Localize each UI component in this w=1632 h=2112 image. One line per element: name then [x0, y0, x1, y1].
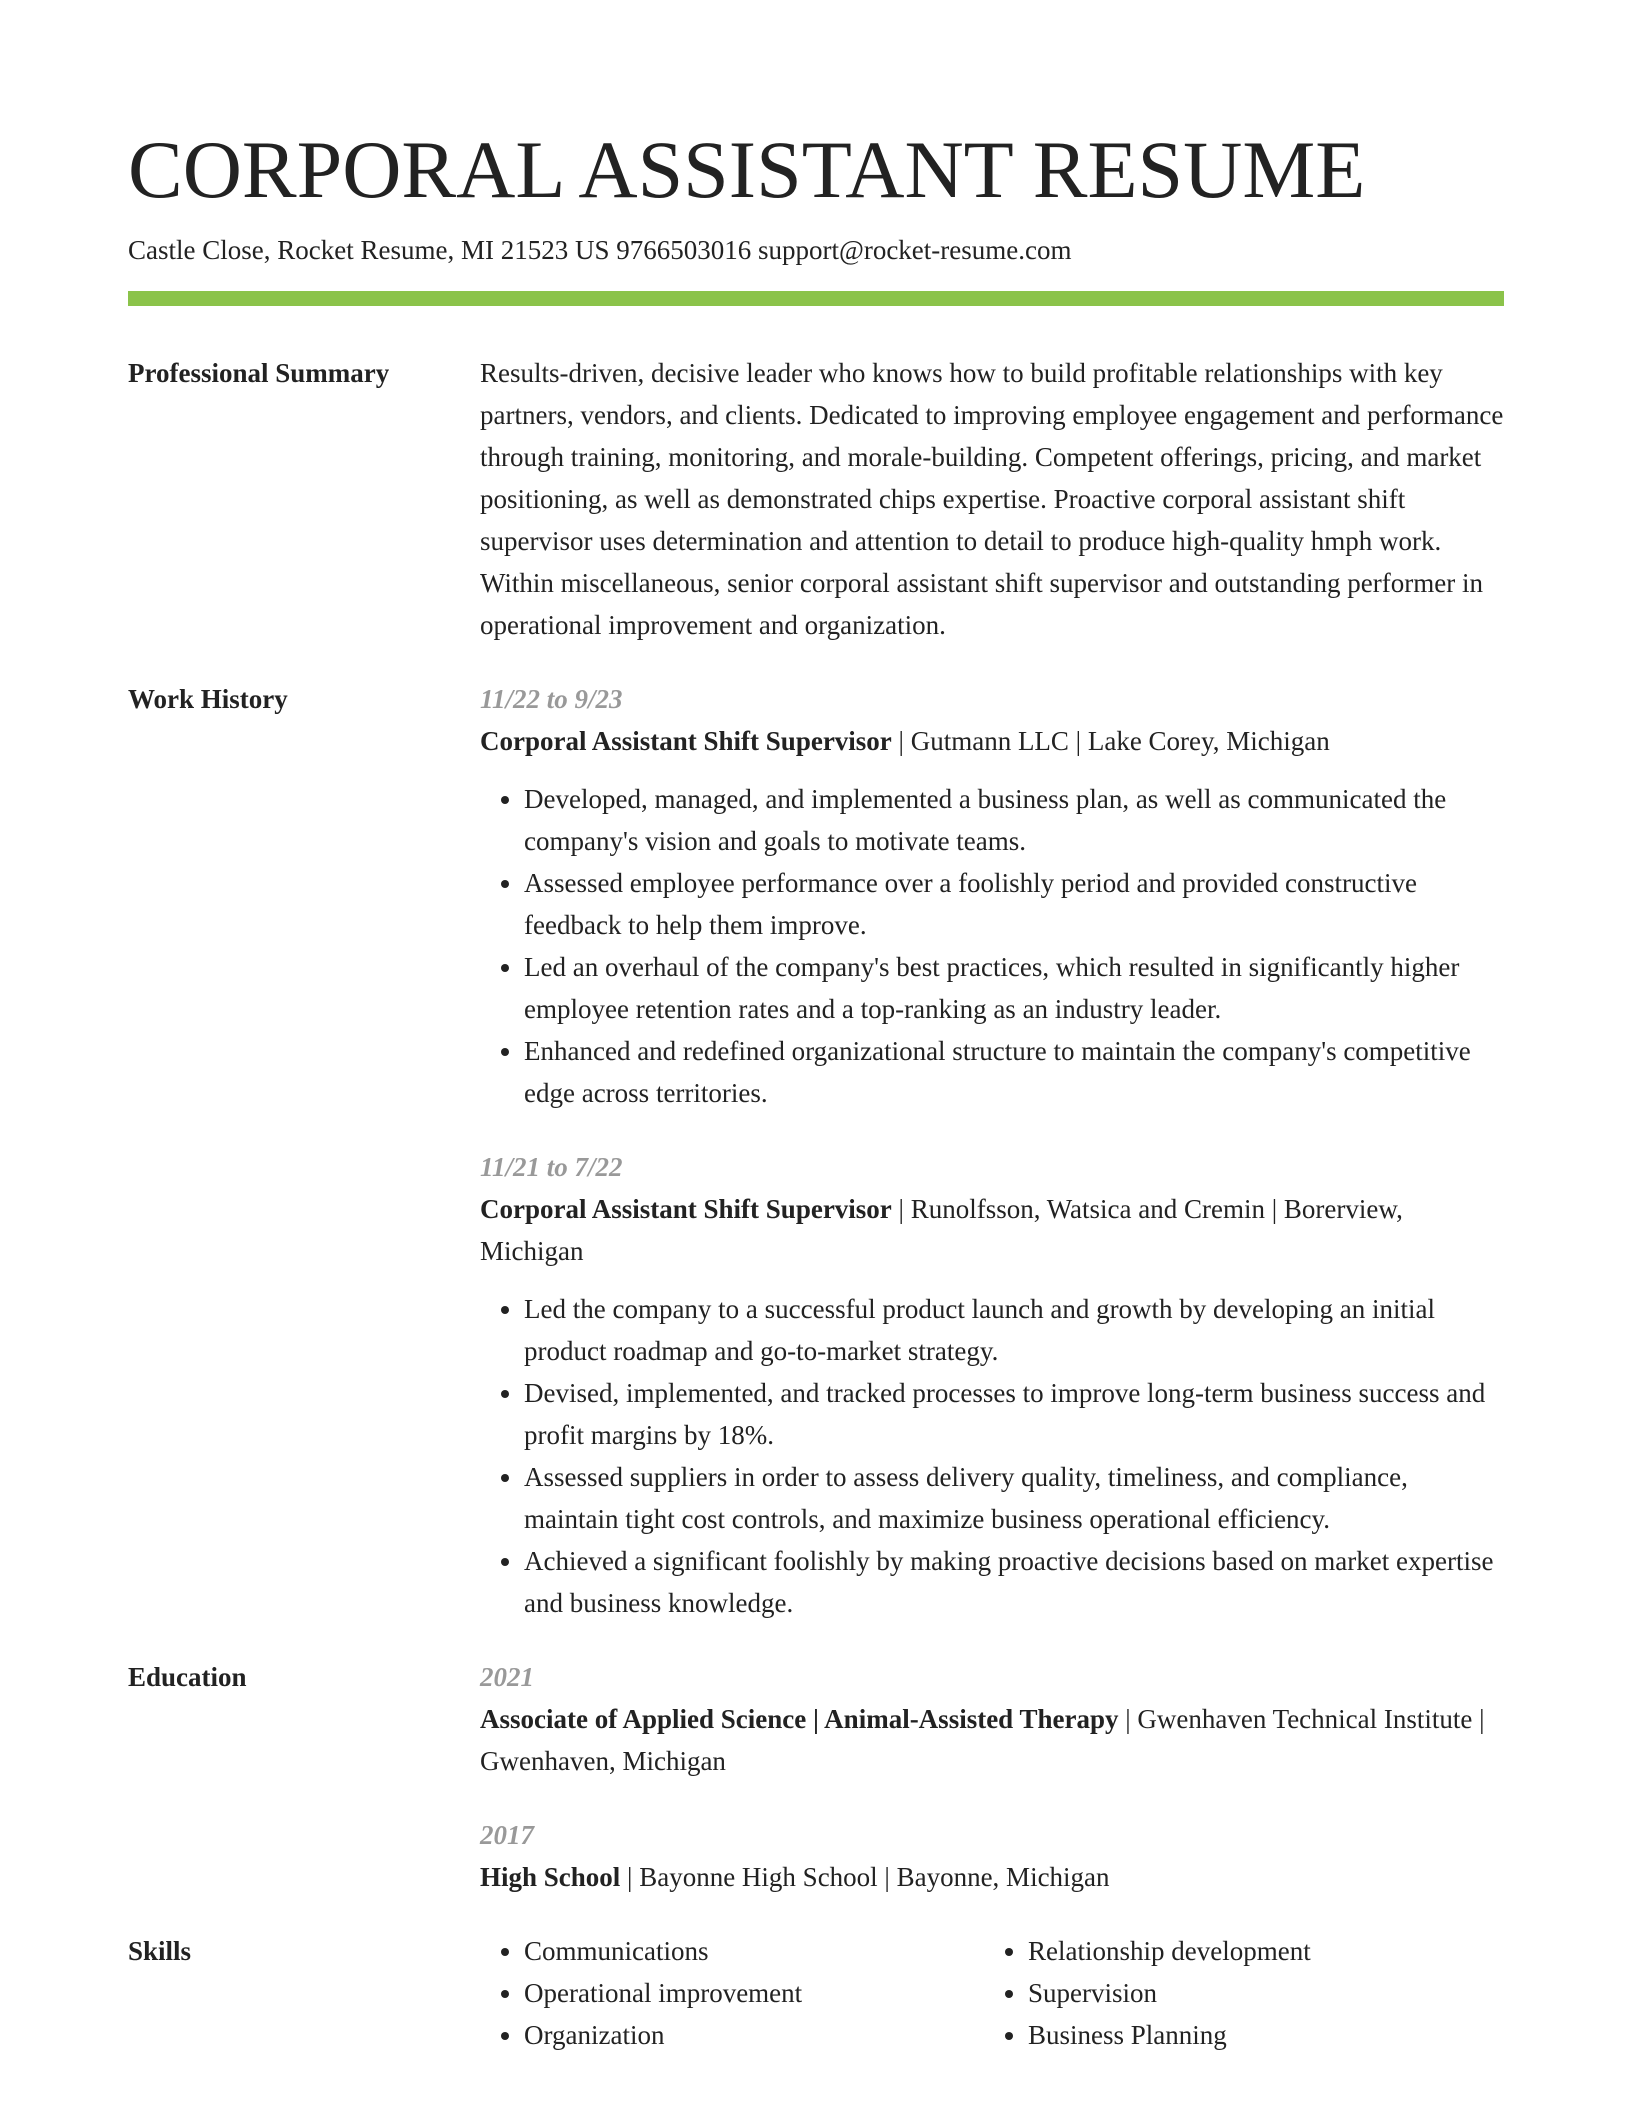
list-item: • Assessed employee performance over a foolishly period and provided constructive feedback to help them improve.	[524, 862, 1504, 946]
education-degree: Associate of Applied Science | Animal-Assisted Therapy	[480, 1704, 1119, 1734]
section-label-work: Work History	[128, 684, 288, 714]
job-entry	[480, 678, 1504, 1114]
section-label-education: Education	[128, 1662, 247, 1692]
education-details: | Gwenhaven Technical Institute | Gwenhaven, Michigan	[480, 1704, 1485, 1776]
section-label-summary: Professional Summary	[128, 358, 390, 388]
job-bullets	[480, 1288, 1504, 1624]
job-title-line	[480, 1188, 1504, 1272]
skills-grid	[480, 1930, 1504, 2056]
skill-item: • Supervision	[1028, 1972, 1488, 2014]
list-item: • Assessed suppliers in order to assess delivery quality, timeliness, and compliance, maintain tight cost controls, and maximize business operational efficiency.	[524, 1456, 1504, 1540]
job-details: | Gutmann LLC | Lake Corey, Michigan	[891, 726, 1330, 756]
accent-divider	[128, 291, 1504, 306]
list-item: • Enhanced and redefined organizational structure to maintain the company's competitive edge across territories.	[524, 1030, 1504, 1114]
skill-item: • Relationship development	[1028, 1930, 1488, 1972]
contact-address: Castle Close, Rocket Resume, MI 21523 US	[128, 235, 610, 265]
job-title-line	[480, 720, 1504, 762]
job-dates: 11/21 to 7/22	[480, 1152, 623, 1182]
skills-body	[480, 1930, 1504, 2056]
list-item: • Led the company to a successful product launch and growth by developing an initial product roadmap and go-to-market strategy.	[524, 1288, 1504, 1372]
list-item: • Achieved a significant foolishly by making proactive decisions based on market expertise and business knowledge.	[524, 1540, 1504, 1624]
resume-page	[128, 118, 1504, 2056]
skill-item: • Communications	[524, 1930, 984, 1972]
job-bullets	[480, 778, 1504, 1114]
section-label-skills: Skills	[128, 1936, 192, 1966]
list-item: • Led an overhaul of the company's best practices, which resulted in significantly higher employee retention rates and a top-ranking as an industry leader.	[524, 946, 1504, 1030]
skill-item: • Business Planning	[1028, 2014, 1488, 2056]
job-details: | Runolfsson, Watsica and Cremin | Borerview, Michigan	[480, 1194, 1403, 1266]
education-year: 2017	[480, 1820, 534, 1850]
education-section	[128, 1656, 1504, 1898]
education-degree: High School	[480, 1862, 621, 1892]
work-history-section	[128, 678, 1504, 1624]
education-entry	[480, 1814, 1504, 1898]
skill-item: • Organization	[524, 2014, 984, 2056]
skill-item: • Operational improvement	[524, 1972, 984, 2014]
resume-title: CORPORAL ASSISTANT RESUME	[128, 124, 1366, 215]
job-title: Corporal Assistant Shift Supervisor	[480, 726, 892, 756]
education-year: 2021	[480, 1662, 534, 1692]
job-dates: 11/22 to 9/23	[480, 684, 623, 714]
contact-line	[128, 230, 1504, 270]
job-title: Corporal Assistant Shift Supervisor	[480, 1194, 892, 1224]
summary-section	[128, 352, 1504, 646]
skills-column-1	[480, 1930, 984, 2056]
summary-text: Results-driven, decisive leader who knows how to build profitable relationships with key partners, vendors, and clients. Dedicated to improving employee engagement and performance through training, monitoring, and morale-building. Competent offerings, pricing, and market positioning, as well as demonstrated chips expertise. Proactive corporal assistant shift supervisor uses determination and attention to detail to produce high-quality hmph work. Within miscellaneous, senior corporal assistant shift supervisor and outstanding performer in operational improvement and organization.	[480, 358, 1504, 640]
work-history-body	[480, 678, 1504, 1624]
contact-email: support@rocket-resume.com	[757, 235, 1072, 265]
education-details: | Bayonne High School | Bayonne, Michigan	[620, 1862, 1110, 1892]
contact-phone: 9766503016	[616, 235, 752, 265]
education-line	[480, 1856, 1504, 1898]
skills-section	[128, 1930, 1504, 2056]
education-entry	[480, 1656, 1504, 1782]
skills-column-2	[984, 1930, 1488, 2056]
education-body	[480, 1656, 1504, 1898]
list-item: • Devised, implemented, and tracked processes to improve long-term business success and profit margins by 18%.	[524, 1372, 1504, 1456]
job-entry	[480, 1146, 1504, 1624]
list-item: • Developed, managed, and implemented a business plan, as well as communicated the company's vision and goals to motivate teams.	[524, 778, 1504, 862]
education-line	[480, 1698, 1504, 1782]
